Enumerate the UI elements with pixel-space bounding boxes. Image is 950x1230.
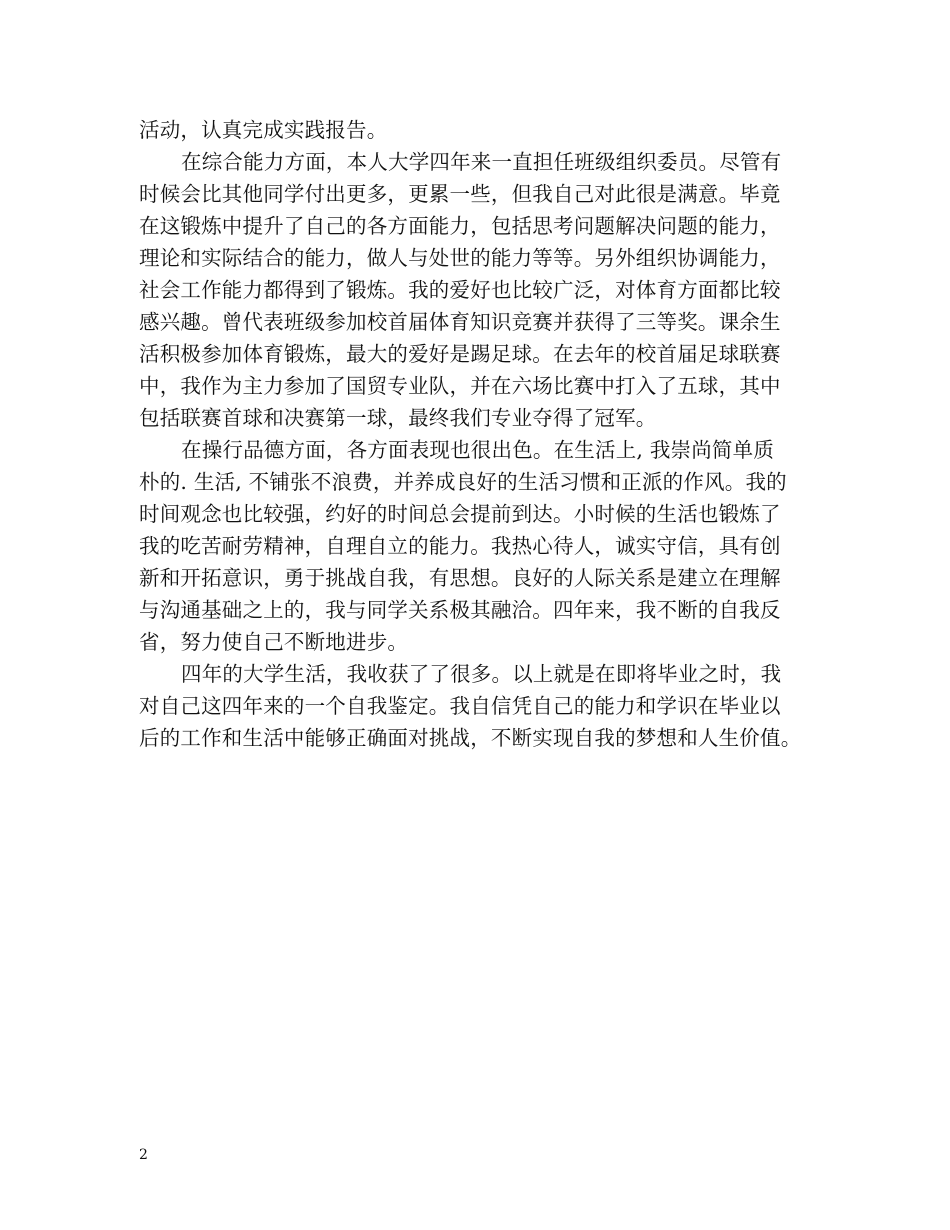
text-line: 在这锻炼中提升了自己的各方面能力，包括思考问题解决问题的能力， bbox=[139, 214, 781, 238]
text-line: 社会工作能力都得到了锻炼。我的爱好也比较广泛，对体育方面都比较 bbox=[139, 278, 781, 302]
text-line: 与沟通基础之上的，我与同学关系极其融洽。四年来，我不断的自我反 bbox=[139, 598, 781, 622]
text-line: 时候会比其他同学付出更多，更累一些，但我自己对此很是满意。毕竟 bbox=[139, 182, 781, 206]
body-text bbox=[139, 114, 839, 754]
text-line: 活动，认真完成实践报告。 bbox=[139, 118, 388, 142]
text-line: 感兴趣。曾代表班级参加校首届体育知识竞赛并获得了三等奖。课余生 bbox=[139, 310, 781, 334]
text-line: 新和开拓意识，勇于挑战自我，有思想。良好的人际关系是建立在理解 bbox=[139, 566, 781, 590]
text-line: 中，我作为主力参加了国贸专业队，并在六场比赛中打入了五球，其中 bbox=[139, 374, 781, 398]
paragraph-start-line: 四年的大学生活，我收获了了很多。以上就是在即将毕业之时，我 bbox=[181, 662, 782, 686]
text-line: 对自己这四年来的一个自我鉴定。我自信凭自己的能力和学识在毕业以 bbox=[139, 694, 781, 718]
text-line: 理论和实际结合的能力，做人与处世的能力等等。另外组织协调能力， bbox=[139, 246, 781, 270]
text-line: 朴的. 生活, 不铺张不浪费，并养成良好的生活习惯和正派的作风。我的 bbox=[139, 470, 787, 494]
text-line: 我的吃苦耐劳精神，自理自立的能力。我热心待人，诚实守信，具有创 bbox=[139, 534, 781, 558]
text-line: 活积极参加体育锻炼，最大的爱好是踢足球。在去年的校首届足球联赛 bbox=[139, 342, 781, 366]
text-line: 包括联赛首球和决赛第一球，最终我们专业夺得了冠军。 bbox=[139, 406, 657, 430]
text-line: 省，努力使自己不断地进步。 bbox=[139, 630, 409, 654]
paragraph-start-line: 在综合能力方面，本人大学四年来一直担任班级组织委员。尽管有 bbox=[181, 150, 782, 174]
paragraph-start-line: 在操行品德方面，各方面表现也很出色。在生活上, 我崇尚简单质 bbox=[181, 438, 775, 462]
text-line: 时间观念也比较强，约好的时间总会提前到达。小时候的生活也锻炼了 bbox=[139, 502, 781, 526]
page-number: 2 bbox=[139, 1147, 148, 1163]
text-line: 后的工作和生活中能够正确面对挑战，不断实现自我的梦想和人生价值。 bbox=[139, 726, 802, 750]
